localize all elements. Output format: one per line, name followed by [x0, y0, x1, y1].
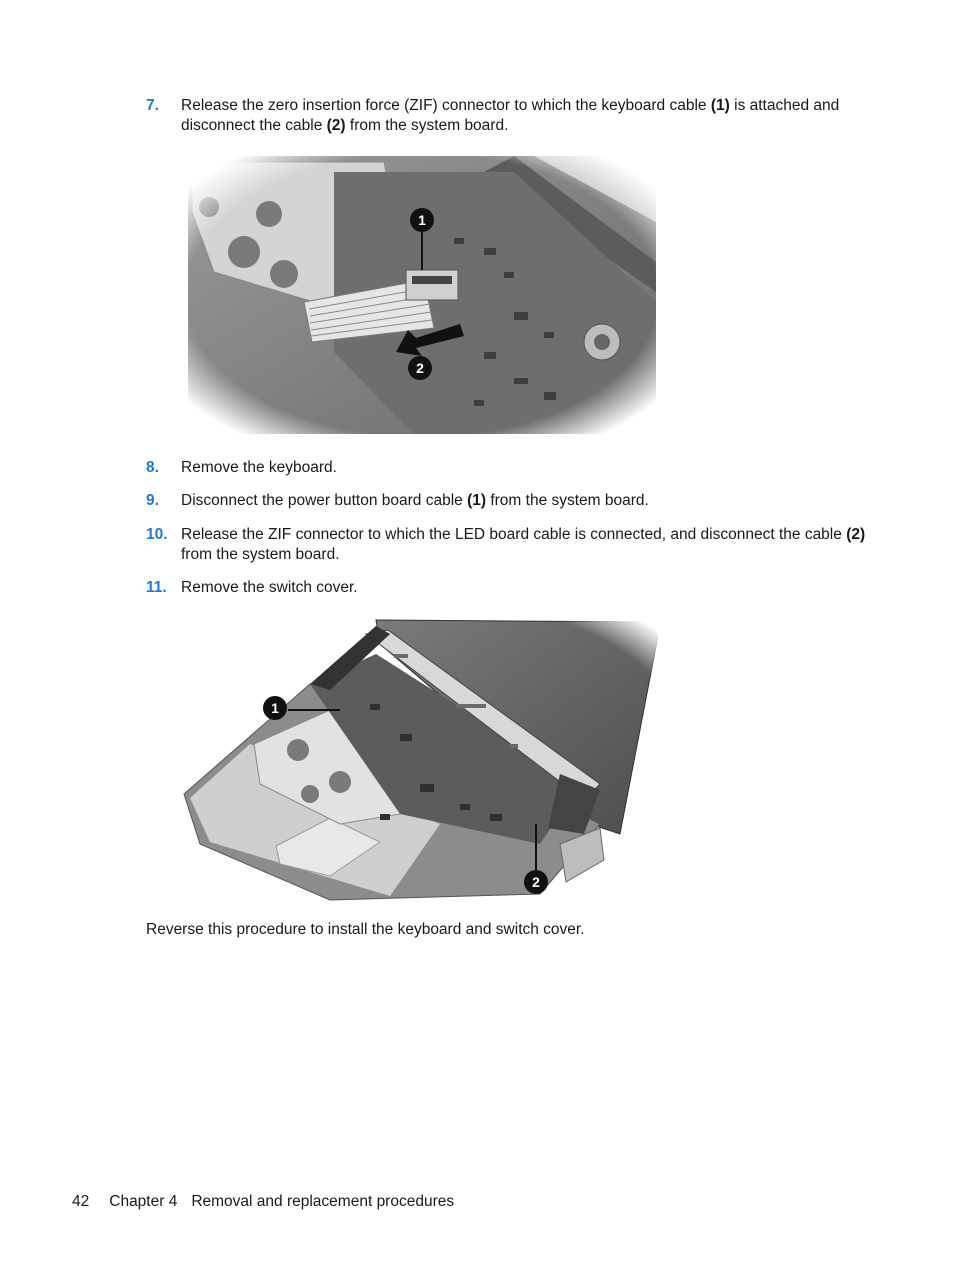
closing-text: Reverse this procedure to install the keyboard and switch cover. [146, 921, 585, 938]
text-run: Remove the keyboard. [181, 459, 337, 476]
step-number: 8. [146, 459, 159, 476]
step-number: 7. [146, 97, 159, 114]
text-run: Release the zero insertion force (ZIF) connector to which the keyboard cable [181, 97, 711, 114]
step-11 [146, 578, 876, 598]
callout-ref: (1) [710, 97, 730, 114]
text-run: Release the ZIF connector to which the LED board cable is connected, and disconnect the cable [181, 526, 847, 543]
step-number: 11. [146, 579, 167, 596]
chapter-label: Chapter 4 [109, 1193, 178, 1210]
text-run: from the system board. [181, 545, 340, 563]
chapter-title: Removal and replacement procedures [191, 1193, 455, 1210]
callout-ref: (2) [326, 116, 346, 134]
text-run: from the system board. [345, 116, 509, 134]
callout-ref: (1) [467, 492, 487, 509]
step-10 [146, 525, 876, 564]
step-number: 10. [146, 526, 168, 543]
step-text [181, 96, 876, 135]
keyboard-cable-zif-figure [184, 152, 660, 438]
step-9 [146, 491, 876, 511]
text-run: Remove the switch cover. [181, 579, 358, 596]
step-text [181, 578, 876, 598]
step-number: 9. [146, 492, 159, 509]
switch-cover-figure [180, 614, 664, 904]
step-text [181, 525, 876, 564]
page-footer [72, 1192, 454, 1212]
callout-ref: (2) [846, 526, 866, 543]
step-7 [146, 96, 876, 135]
step-8 [146, 458, 876, 478]
text-run: is attached and disconnect the cable [181, 97, 840, 134]
step-text [181, 491, 876, 511]
text-run: from the system board. [486, 492, 649, 509]
text-run: Disconnect the power button board cable [181, 492, 468, 509]
page-number: 42 [72, 1193, 90, 1210]
step-text [181, 458, 876, 478]
